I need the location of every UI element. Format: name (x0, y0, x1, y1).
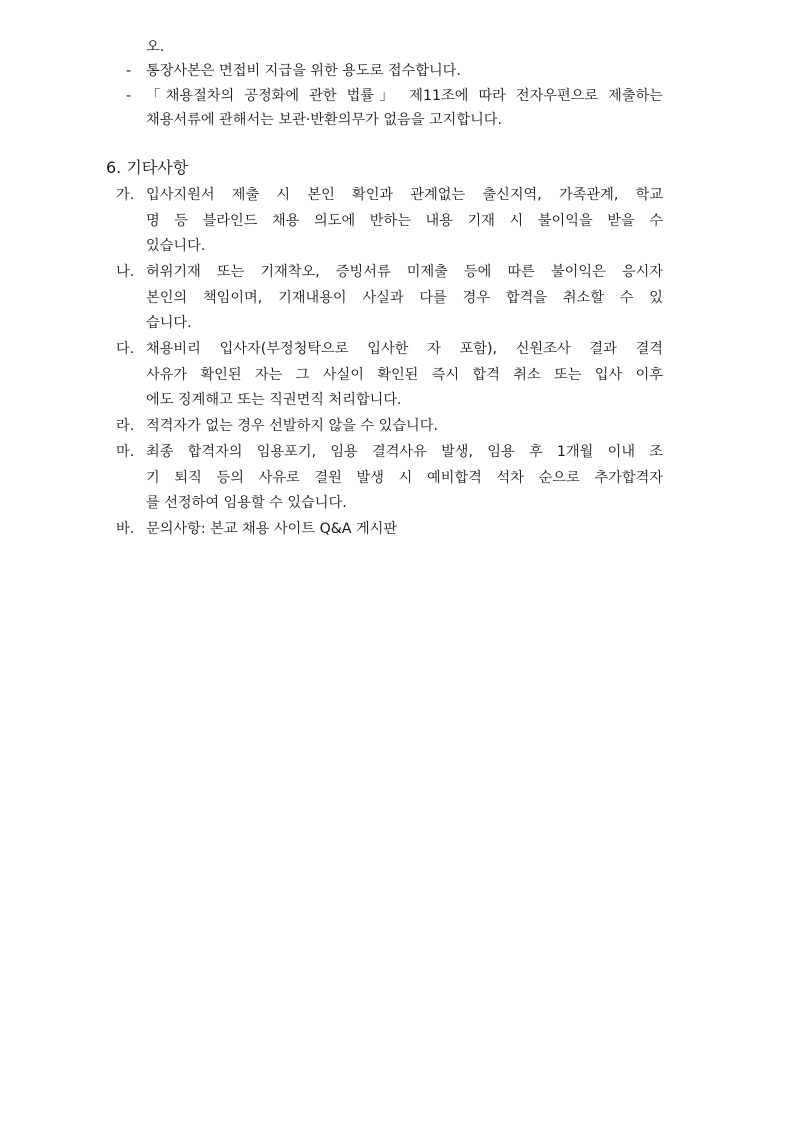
item-text: 문의사항: 본교 채용 사이트 Q&A 게시판 (146, 521, 398, 537)
item-marker: 가. (116, 187, 135, 203)
bullet-text: 통장사본은 면접비 지급을 위한 용도로 접수합니다. (146, 63, 461, 79)
item-text: 를 선정하여 임용할 수 있습니다. (146, 495, 347, 511)
item-text: 채용비리 입사자(부정청탁으로 입사한 자 포함), 신원조사 결과 결격 (146, 341, 663, 357)
item-text: 허위기재 또는 기재착오, 증빙서류 미제출 등에 따른 불이익은 응시자 (146, 264, 663, 280)
section-heading: 6. 기타사항 (106, 158, 189, 177)
item-text: 사유가 확인된 자는 그 사실이 확인된 즉시 합격 취소 또는 입사 이후 (146, 367, 663, 383)
item-marker: 마. (116, 444, 135, 460)
item-text: 명 등 블라인드 채용 의도에 반하는 내용 기재 시 불이익을 받을 수 (146, 213, 663, 229)
item-marker: 바. (116, 521, 135, 537)
item-text: 본인의 책임이며, 기재내용이 사실과 다를 경우 합격을 취소할 수 있 (146, 290, 663, 306)
item-text: 습니다. (146, 315, 192, 331)
item-text: 에도 징계해고 또는 직권면직 처리합니다. (146, 392, 402, 408)
item-text: 있습니다. (146, 238, 206, 254)
item-text: 최종 합격자의 임용포기, 임용 결격사유 발생, 임용 후 1개월 이내 조 (146, 444, 663, 460)
item-text: 입사지원서 제출 시 본인 확인과 관계없는 출신지역, 가족관계, 학교 (146, 187, 663, 203)
item-marker: 다. (116, 341, 135, 357)
item-text: 적격자가 없는 경우 선발하지 않을 수 있습니다. (146, 418, 438, 434)
bullet-text: 「채용절차의 공정화에 관한 법률」 제11조에 따라 전자우편으로 제출하는 (146, 88, 663, 104)
item-marker: 나. (116, 264, 135, 280)
item-text: 기 퇴직 등의 사유로 결원 발생 시 예비합격 석차 순으로 추가합격자 (146, 470, 663, 486)
bullet-text: 채용서류에 관해서는 보관·반환의무가 없음을 고지합니다. (146, 112, 502, 128)
bullet-marker: - (126, 63, 132, 79)
item-marker: 라. (116, 418, 135, 434)
bullet-marker: - (126, 88, 132, 104)
continuation-tail: 오. (146, 39, 165, 55)
